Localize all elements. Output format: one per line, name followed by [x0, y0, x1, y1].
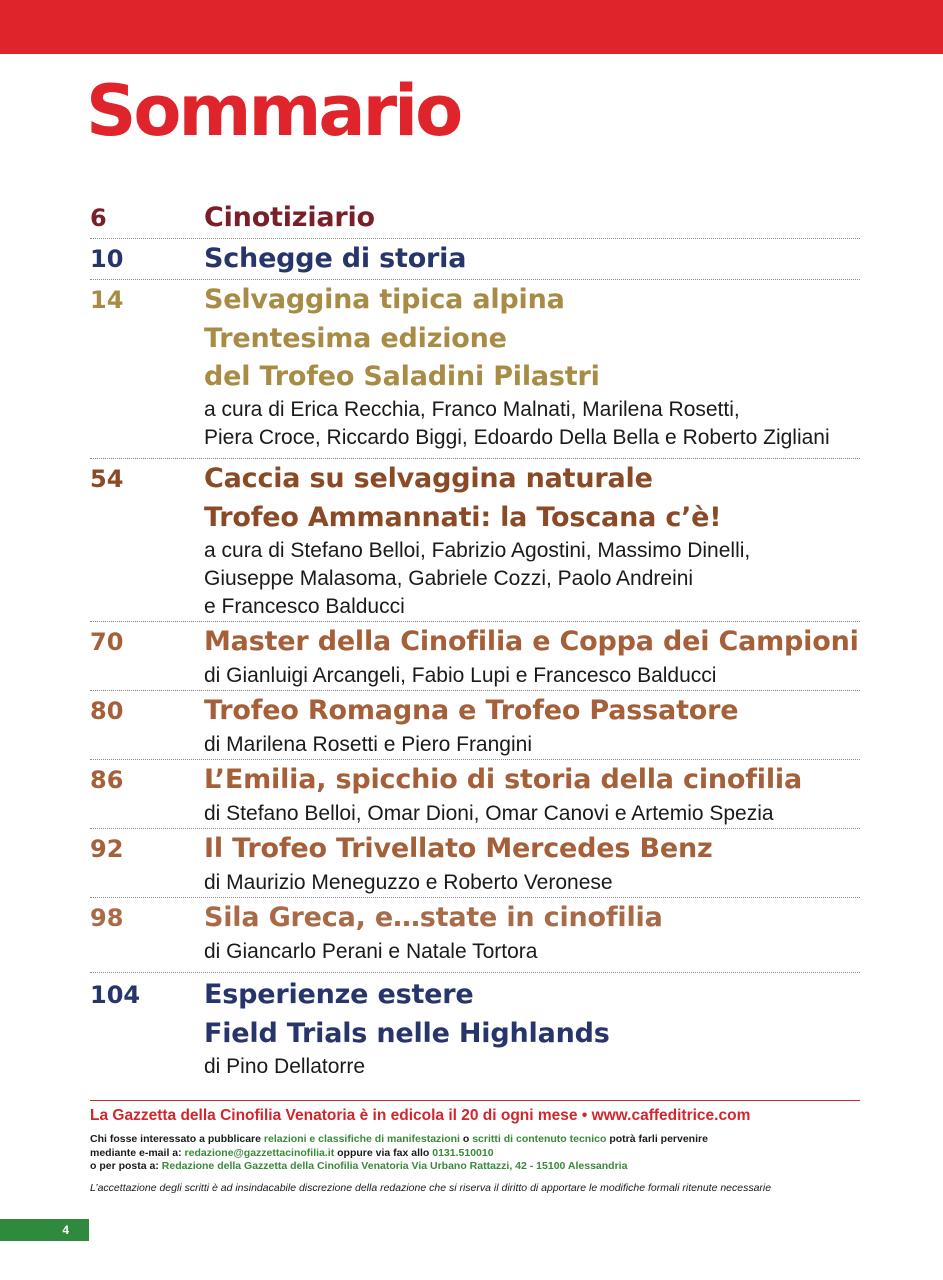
toc-page-number: 10: [90, 245, 124, 273]
toc-subtitle: Field Trials nelle Highlands: [204, 1018, 610, 1049]
footer-line: [90, 1147, 860, 1161]
toc-title: Cinotiziario: [204, 202, 375, 233]
toc-title: L’Emilia, spicchio di storia della cinofilia: [204, 764, 802, 795]
toc-authors: Piera Croce, Riccardo Biggi, Edoardo Della Bella e Roberto Zigliani: [204, 426, 830, 449]
toc-entry[interactable]: [90, 691, 860, 760]
toc-entry[interactable]: [90, 898, 860, 973]
toc-entry[interactable]: [90, 198, 860, 239]
toc-title: Il Trofeo Trivellato Mercedes Benz: [204, 833, 713, 864]
footer-line: [90, 1133, 860, 1147]
toc-title: Selvaggina tipica alpina: [204, 284, 565, 315]
footer-text: Chi fosse interessato a pubblicare: [90, 1133, 264, 1145]
toc-entry[interactable]: [90, 622, 860, 691]
table-of-contents: [90, 198, 860, 1081]
footer-email-link[interactable]: redazione@gazzettacinofilia.it: [184, 1146, 335, 1159]
toc-entry[interactable]: [90, 459, 860, 622]
footer-headline: La Gazzetta della Cinofilia Venatoria è in edicola il 20 di ogni mese • www.caffeditrice.com: [90, 1107, 751, 1124]
toc-title: Schegge di storia: [204, 243, 467, 274]
top-color-bar: [0, 0, 943, 54]
toc-title: Sila Greca, e…state in cinofilia: [204, 902, 663, 933]
toc-entry[interactable]: [90, 829, 860, 898]
footer-divider: [90, 1100, 860, 1101]
footer: [90, 1100, 860, 1194]
toc-entry[interactable]: [90, 760, 860, 829]
footer-disclaimer: L’accettazione degli scritti è ad insindacabile discrezione della redazione che si riserva il diritto di apportare le modifiche formali ritenute necessarie: [90, 1181, 772, 1194]
page-title: Sommario: [86, 70, 461, 152]
toc-title: Esperienze estere: [204, 979, 474, 1010]
toc-page-number: 92: [90, 835, 124, 863]
toc-subtitle: del Trofeo Saladini Pilastri: [204, 361, 600, 392]
toc-page-number: 80: [90, 697, 124, 725]
toc-subtitle: Trentesima edizione: [204, 323, 507, 354]
footer-fax-number: 0131.510010: [432, 1146, 494, 1159]
footer-highlight: relazioni e classifiche di manifestazioni: [263, 1133, 460, 1145]
toc-subtitle: Trofeo Ammannati: la Toscana c’è!: [204, 502, 722, 533]
toc-page-number: 54: [90, 465, 124, 493]
toc-entry[interactable]: [90, 239, 860, 280]
footer-text: potrà farli pervenire: [606, 1133, 708, 1145]
toc-authors: di Giancarlo Perani e Natale Tortora: [204, 940, 538, 963]
toc-authors: Giuseppe Malasoma, Gabriele Cozzi, Paolo Andreini: [204, 567, 694, 590]
toc-title: Master della Cinofilia e Coppa dei Campioni: [204, 626, 859, 657]
toc-title: Caccia su selvaggina naturale: [204, 463, 653, 494]
footer-postal-address: Redazione della Gazzetta della Cinofilia Venatoria Via Urbano Rattazzi, 42 - 15100 Alessandria: [161, 1160, 628, 1172]
toc-page-number: 14: [90, 286, 124, 314]
page-number: 4: [0, 1219, 89, 1241]
toc-page-number: 104: [90, 981, 141, 1009]
footer-highlight: scritti di contenuto tecnico: [472, 1133, 607, 1145]
toc-authors: di Maurizio Meneguzzo e Roberto Veronese: [204, 871, 613, 894]
footer-text: o: [459, 1133, 473, 1145]
toc-authors: di Stefano Belloi, Omar Dioni, Omar Canovi e Artemio Spezia: [204, 802, 774, 825]
toc-authors: di Gianluigi Arcangeli, Fabio Lupi e Francesco Balducci: [204, 664, 717, 687]
footer-text: o per posta a:: [90, 1160, 162, 1172]
footer-line: [90, 1160, 860, 1174]
toc-title: Trofeo Romagna e Trofeo Passatore: [204, 695, 739, 726]
toc-page-number: 6: [90, 204, 107, 232]
toc-authors: e Francesco Balducci: [204, 595, 405, 618]
toc-page-number: 86: [90, 766, 124, 794]
toc-page-number: 98: [90, 904, 124, 932]
toc-authors: a cura di Erica Recchia, Franco Malnati, Marilena Rosetti,: [204, 398, 740, 421]
toc-authors: di Marilena Rosetti e Piero Frangini: [204, 733, 532, 756]
toc-page-number: 70: [90, 628, 124, 656]
toc-authors: a cura di Stefano Belloi, Fabrizio Agostini, Massimo Dinelli,: [204, 539, 751, 562]
toc-entry[interactable]: [90, 280, 860, 459]
footer-text: oppure via fax allo: [334, 1146, 433, 1159]
footer-contact-info: [90, 1133, 860, 1174]
footer-text: mediante e-mail a:: [90, 1146, 185, 1159]
toc-authors: di Pino Dellatorre: [204, 1055, 366, 1078]
toc-entry[interactable]: [90, 973, 860, 1081]
